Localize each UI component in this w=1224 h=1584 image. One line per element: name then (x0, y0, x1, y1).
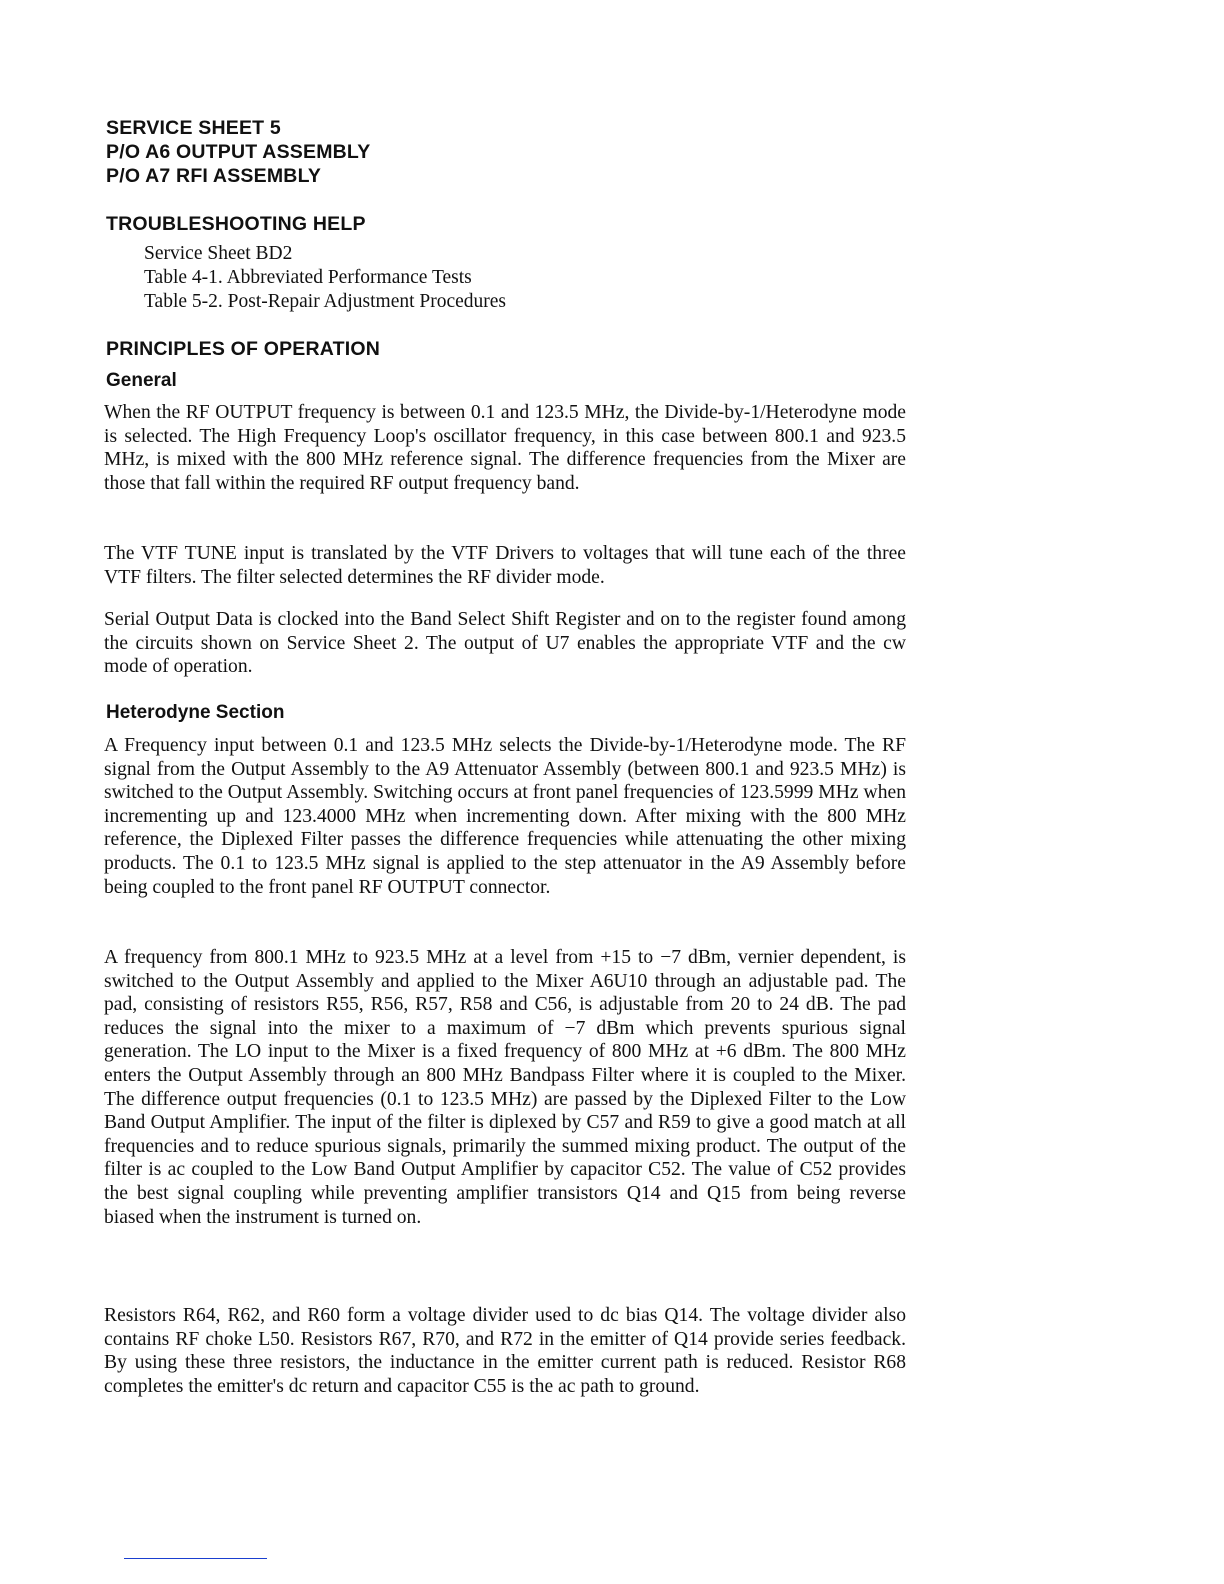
heterodyne-paragraph: A frequency from 800.1 MHz to 923.5 MHz at a level from +15 to −7 dBm, vernier dependent, is switched to the Output Assembly and applied to the Mixer A6U10 through an adjustable pad. The pad, consisting of resistors R55, R56, R57, R58 and C56, is adjustable from 20 to 24 dB. The pad reduces the signal into the mixer to a maximum of −7 dBm which prevents spurious signal generation. The LO input to the Mixer is a fixed frequency of 800 MHz at +6 dBm. The 800 MHz enters the Output Assembly through an 800 MHz Bandpass Filter where it is coupled to the Mixer. The difference output frequencies (0.1 to 123.5 MHz) are passed by the Diplexed Filter to the Low Band Output Amplifier. The input of the filter is diplexed by C57 and R59 to give a good match at all frequencies and to reduce spurious signals, primarily the summed mixing product. The output of the filter is ac coupled to the Low Band Output Amplifier by capacitor C52. The value of C52 provides the best signal coupling while preventing amplifier transistors Q14 and Q15 from being reverse biased when the instrument is turned on. (104, 947, 906, 1228)
reference-item: Service Sheet BD2 (144, 243, 293, 264)
reference-item: Table 4-1. Abbreviated Performance Tests (144, 267, 472, 288)
general-paragraph: The VTF TUNE input is translated by the VTF Drivers to voltages that will tune each of the three VTF filters. The filter selected determines the RF divider mode. (104, 543, 906, 588)
general-paragraph: Serial Output Data is clocked into the Band Select Shift Register and on to the register found among the circuits shown on Service Sheet 2. The output of U7 enables the appropriate VTF and the cw mode of operation. (104, 609, 906, 678)
reference-item: Table 5-2. Post-Repair Adjustment Procedures (144, 291, 507, 312)
general-paragraph: When the RF OUTPUT frequency is between 0.1 and 123.5 MHz, the Divide-by-1/Heterodyne mode is selected. The High Frequency Loop's oscillator frequency, in this case between 800.1 and 923.5 MHz, is mixed with the 800 MHz reference signal. The difference frequencies from the Mixer are those that fall within the required RF output frequency band. (104, 402, 906, 494)
general-heading: General (106, 370, 177, 391)
troubleshooting-heading: TROUBLESHOOTING HELP (106, 213, 366, 235)
principles-heading: PRINCIPLES OF OPERATION (106, 338, 381, 360)
assembly-title-a6: P/O A6 OUTPUT ASSEMBLY (106, 141, 371, 163)
service-sheet-title: SERVICE SHEET 5 (106, 117, 281, 139)
heterodyne-paragraph: A Frequency input between 0.1 and 123.5 MHz selects the Divide-by-1/Heterodyne mode. The RF signal from the Output Assembly to the A9 Attenuator Assembly (between 800.1 and 923.5 MHz) is switched to the Output Assembly. Switching occurs at front panel frequencies of 123.5999 MHz when incrementing up and 123.4000 MHz when incrementing down. After mixing with the 800 MHz reference, the Diplexed Filter passes the difference frequencies while attenuating the other mixing products. The 0.1 to 123.5 MHz signal is applied to the step attenuator in the A9 Assembly before being coupled to the front panel RF OUTPUT connector. (104, 735, 906, 898)
footer-rule (124, 1558, 267, 1559)
assembly-title-a7: P/O A7 RFI ASSEMBLY (106, 165, 322, 187)
heterodyne-heading: Heterodyne Section (106, 702, 285, 723)
heterodyne-paragraph: Resistors R64, R62, and R60 form a voltage divider used to dc bias Q14. The voltage divider also contains RF choke L50. Resistors R67, R70, and R72 in the emitter of Q14 provide series feedback. By using these three resistors, the inductance in the emitter current path is reduced. Resistor R68 completes the emitter's dc return and capacitor C55 is the ac path to ground. (104, 1305, 906, 1397)
